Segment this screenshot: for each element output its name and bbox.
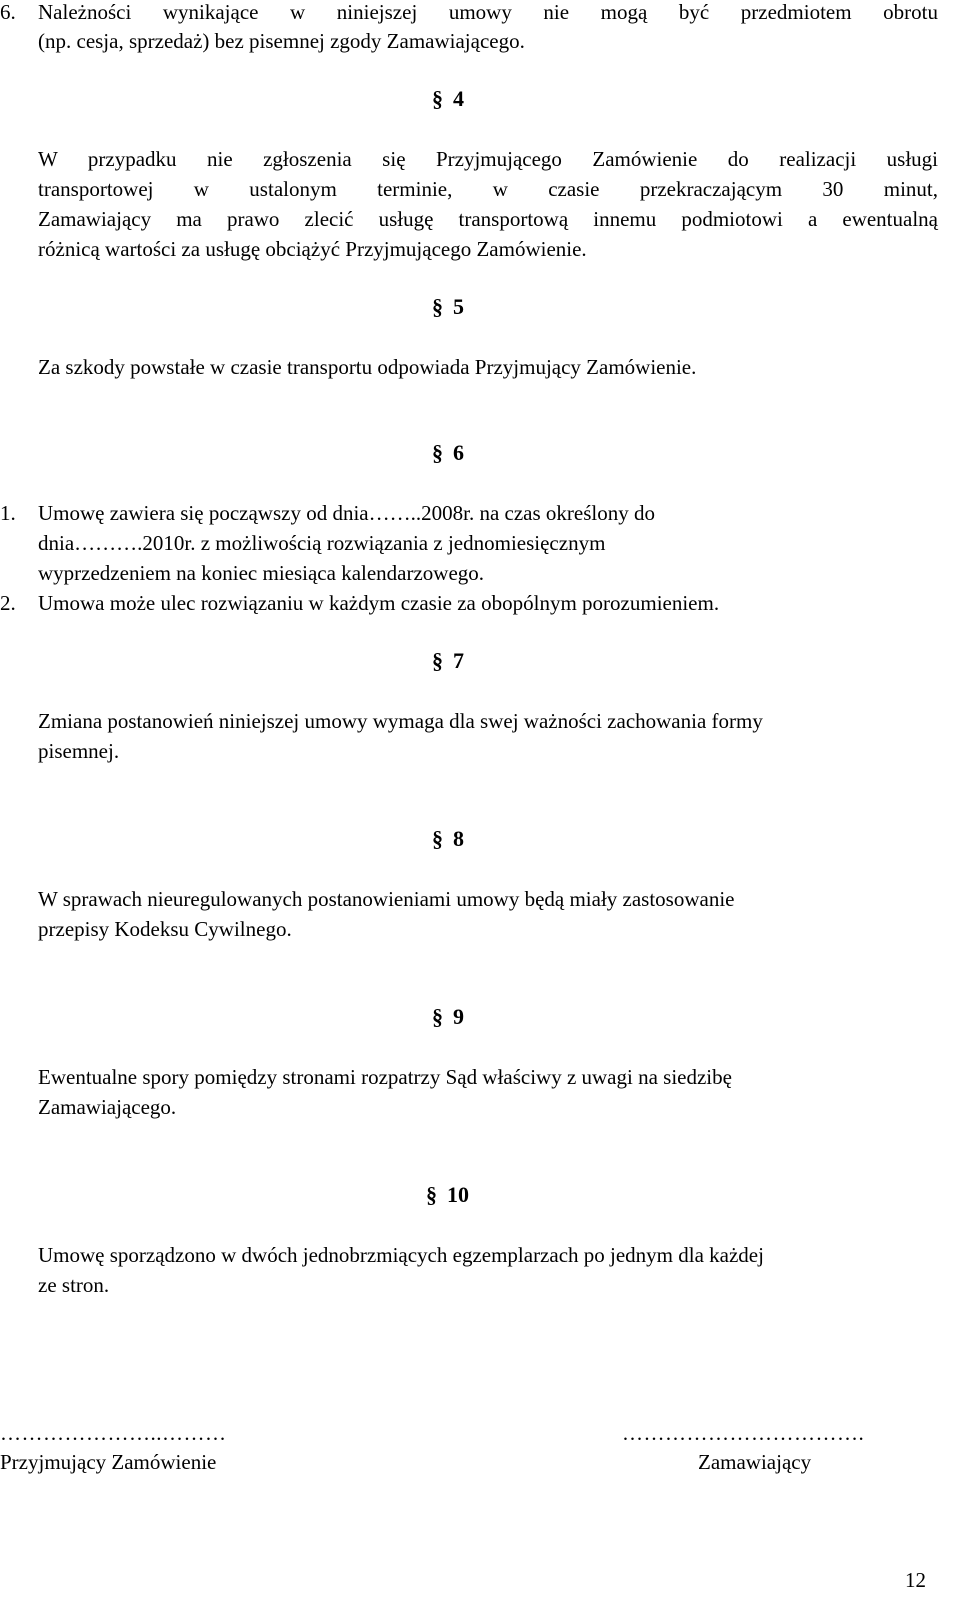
section-heading-9: [432, 1004, 464, 1030]
item-number-1: 1.: [0, 501, 16, 525]
section-heading-8: [432, 826, 464, 852]
section-7-line-1: Zmiana postanowień niniejszej umowy wymaga dla swej ważności zachowania formy: [38, 709, 763, 733]
section-sign: §: [432, 294, 443, 319]
section-4-line-4: różnicą wartości za usługę obciążyć Przyjmującego Zamówienie.: [38, 237, 587, 261]
item-6-line-2: (np. cesja, sprzedaż) bez pisemnej zgody Zamawiającego.: [38, 29, 525, 53]
section-7-line-2: pisemnej.: [38, 739, 120, 763]
section-6-item-1-line-2: dnia……….2010r. z możliwością rozwiązania z jednomiesięcznym: [38, 531, 606, 555]
section-6-item-1-line-3: wyprzedzeniem na koniec miesiąca kalendarzowego.: [38, 561, 485, 585]
section-number: 5: [453, 294, 464, 319]
item-6-line-1: Należności wynikające w niniejszej umowy nie mogą być przedmiotem obrotu: [38, 0, 938, 24]
section-sign: §: [432, 86, 443, 111]
section-heading-6: [432, 440, 464, 466]
section-6-item-2-line-1: Umowa może ulec rozwiązaniu w każdym czasie za obopólnym porozumieniem.: [38, 591, 720, 615]
section-heading-10: [426, 1182, 469, 1208]
item-number-2: 2.: [0, 591, 16, 615]
section-number: 7: [453, 648, 464, 673]
section-6-item-1-line-1: Umowę zawiera się począwszy od dnia……..2008r. na czas określony do: [38, 501, 655, 525]
section-8-line-2: przepisy Kodeksu Cywilnego.: [38, 917, 292, 941]
section-sign: §: [432, 1004, 443, 1029]
section-10-line-1: Umowę sporządzono w dwóch jednobrzmiących egzemplarzach po jednym dla każdej: [38, 1243, 764, 1267]
section-heading-4: [432, 86, 464, 112]
section-sign: §: [432, 826, 443, 851]
signature-label-right: Zamawiający: [698, 1450, 812, 1474]
section-heading-5: [432, 294, 464, 320]
section-sign: §: [426, 1182, 437, 1207]
section-9-line-2: Zamawiającego.: [38, 1095, 177, 1119]
signature-line-right: …………………………….: [622, 1421, 865, 1445]
item-number-6: 6.: [0, 0, 16, 24]
section-number: 10: [447, 1182, 469, 1207]
section-sign: §: [432, 648, 443, 673]
section-10-line-2: ze stron.: [38, 1273, 110, 1297]
section-5-line-1: Za szkody powstałe w czasie transportu odpowiada Przyjmujący Zamówienie.: [38, 355, 697, 379]
page-number: 12: [905, 1568, 926, 1592]
section-number: 8: [453, 826, 464, 851]
section-8-line-1: W sprawach nieuregulowanych postanowieniami umowy będą miały zastosowanie: [38, 887, 735, 911]
section-4-line-3: Zamawiający ma prawo zlecić usługę transportową innemu podmiotowi a ewentualną: [38, 207, 938, 231]
signature-line-left: …………………..………: [0, 1421, 227, 1445]
section-number: 9: [453, 1004, 464, 1029]
section-number: 4: [453, 86, 464, 111]
signature-label-left: Przyjmujący Zamówienie: [0, 1450, 217, 1474]
section-number: 6: [453, 440, 464, 465]
section-heading-7: [432, 648, 464, 674]
section-9-line-1: Ewentualne spory pomiędzy stronami rozpatrzy Sąd właściwy z uwagi na siedzibę: [38, 1065, 732, 1089]
section-4-line-1: W przypadku nie zgłoszenia się Przyjmującego Zamówienie do realizacji usługi: [38, 147, 938, 171]
section-4-line-2: transportowej w ustalonym terminie, w czasie przekraczającym 30 minut,: [38, 177, 938, 201]
section-sign: §: [432, 440, 443, 465]
